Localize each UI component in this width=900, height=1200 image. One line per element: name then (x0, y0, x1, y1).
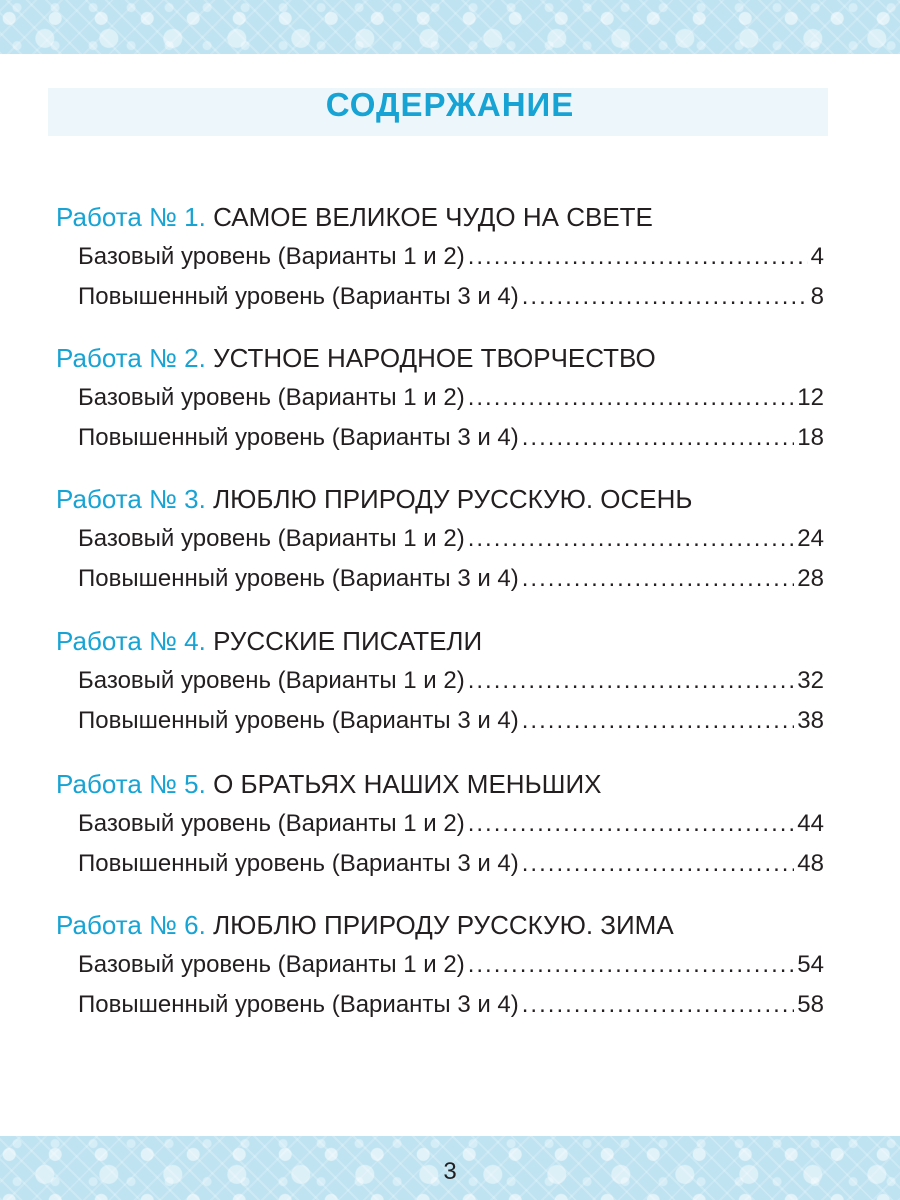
toc-entry-page: 24 (797, 525, 824, 552)
section-title: ЛЮБЛЮ ПРИРОДУ РУССКУЮ. ЗИМА (213, 910, 674, 940)
toc-entry-page: 12 (797, 384, 824, 411)
section-number: Работа № 2. (56, 343, 206, 373)
toc-entry-label: Базовый уровень (Варианты 1 и 2) (78, 525, 465, 552)
section-number: Работа № 6. (56, 910, 206, 940)
dot-leader (468, 945, 795, 985)
toc-entry-page: 58 (797, 991, 824, 1018)
section-number: Работа № 4. (56, 626, 206, 656)
dot-leader (522, 277, 808, 317)
section-heading (56, 905, 846, 945)
toc-entry-label: Повышенный уровень (Варианты 3 и 4) (78, 424, 519, 451)
toc-entry-label: Базовый уровень (Варианты 1 и 2) (78, 951, 465, 978)
toc-entry-label: Базовый уровень (Варианты 1 и 2) (78, 384, 465, 411)
toc-entry-page: 48 (797, 850, 824, 877)
section-heading (56, 621, 846, 661)
toc-entry-page: 28 (797, 565, 824, 592)
page-number: 3 (443, 1158, 457, 1185)
toc-entry-label: Повышенный уровень (Варианты 3 и 4) (78, 565, 519, 592)
dot-leader (468, 661, 795, 701)
section-heading (56, 338, 846, 378)
toc-entry-label: Повышенный уровень (Варианты 3 и 4) (78, 707, 519, 734)
toc-entry[interactable] (78, 519, 824, 559)
toc-entry-page: 4 (810, 243, 824, 270)
dot-leader (468, 378, 795, 418)
dot-leader (468, 237, 808, 277)
toc-entry-page: 18 (797, 424, 824, 451)
toc-entry-page: 38 (797, 707, 824, 734)
toc-entry-label: Повышенный уровень (Варианты 3 и 4) (78, 850, 519, 877)
toc-entry[interactable] (78, 945, 824, 985)
toc-entry[interactable] (78, 701, 824, 741)
toc-entry-page: 54 (797, 951, 824, 978)
toc-entry[interactable] (78, 559, 824, 599)
dot-leader (522, 985, 795, 1025)
dot-leader (522, 418, 795, 458)
toc-section-2 (56, 338, 846, 458)
toc-entry[interactable] (78, 661, 824, 701)
toc-entry[interactable] (78, 985, 824, 1025)
section-heading (56, 479, 846, 519)
toc-section-3 (56, 479, 846, 599)
section-heading (56, 764, 846, 804)
section-title: УСТНОЕ НАРОДНОЕ ТВОРЧЕСТВО (213, 343, 656, 373)
toc-section-6 (56, 905, 846, 1025)
toc-entry[interactable] (78, 277, 824, 317)
dot-leader (522, 701, 795, 741)
dot-leader (468, 804, 795, 844)
toc-section-5 (56, 764, 846, 884)
section-number: Работа № 1. (56, 202, 206, 232)
toc-entry-page: 44 (797, 810, 824, 837)
dot-leader (522, 559, 795, 599)
toc-entry-label: Базовый уровень (Варианты 1 и 2) (78, 243, 465, 270)
toc-entry[interactable] (78, 844, 824, 884)
toc-entry[interactable] (78, 418, 824, 458)
section-title: САМОЕ ВЕЛИКОЕ ЧУДО НА СВЕТЕ (213, 202, 653, 232)
dot-leader (468, 519, 795, 559)
toc-section-1 (56, 197, 846, 317)
toc-entry-page: 8 (810, 283, 824, 310)
section-title: РУССКИЕ ПИСАТЕЛИ (213, 626, 483, 656)
toc-entry-label: Базовый уровень (Варианты 1 и 2) (78, 667, 465, 694)
decorative-lace-band-top (0, 0, 900, 54)
section-title: ЛЮБЛЮ ПРИРОДУ РУССКУЮ. ОСЕНЬ (213, 484, 693, 514)
section-title: О БРАТЬЯХ НАШИХ МЕНЬШИХ (213, 769, 602, 799)
section-number: Работа № 3. (56, 484, 206, 514)
toc-section-4 (56, 621, 846, 741)
toc-entry-label: Базовый уровень (Варианты 1 и 2) (78, 810, 465, 837)
toc-entry-label: Повышенный уровень (Варианты 3 и 4) (78, 283, 519, 310)
page-title: СОДЕРЖАНИЕ (325, 86, 575, 123)
toc-entry-page: 32 (797, 667, 824, 694)
dot-leader (522, 844, 795, 884)
section-number: Работа № 5. (56, 769, 206, 799)
toc-entry[interactable] (78, 804, 824, 844)
toc-entry[interactable] (78, 378, 824, 418)
section-heading (56, 197, 846, 237)
toc-entry[interactable] (78, 237, 824, 277)
toc-entry-label: Повышенный уровень (Варианты 3 и 4) (78, 991, 519, 1018)
